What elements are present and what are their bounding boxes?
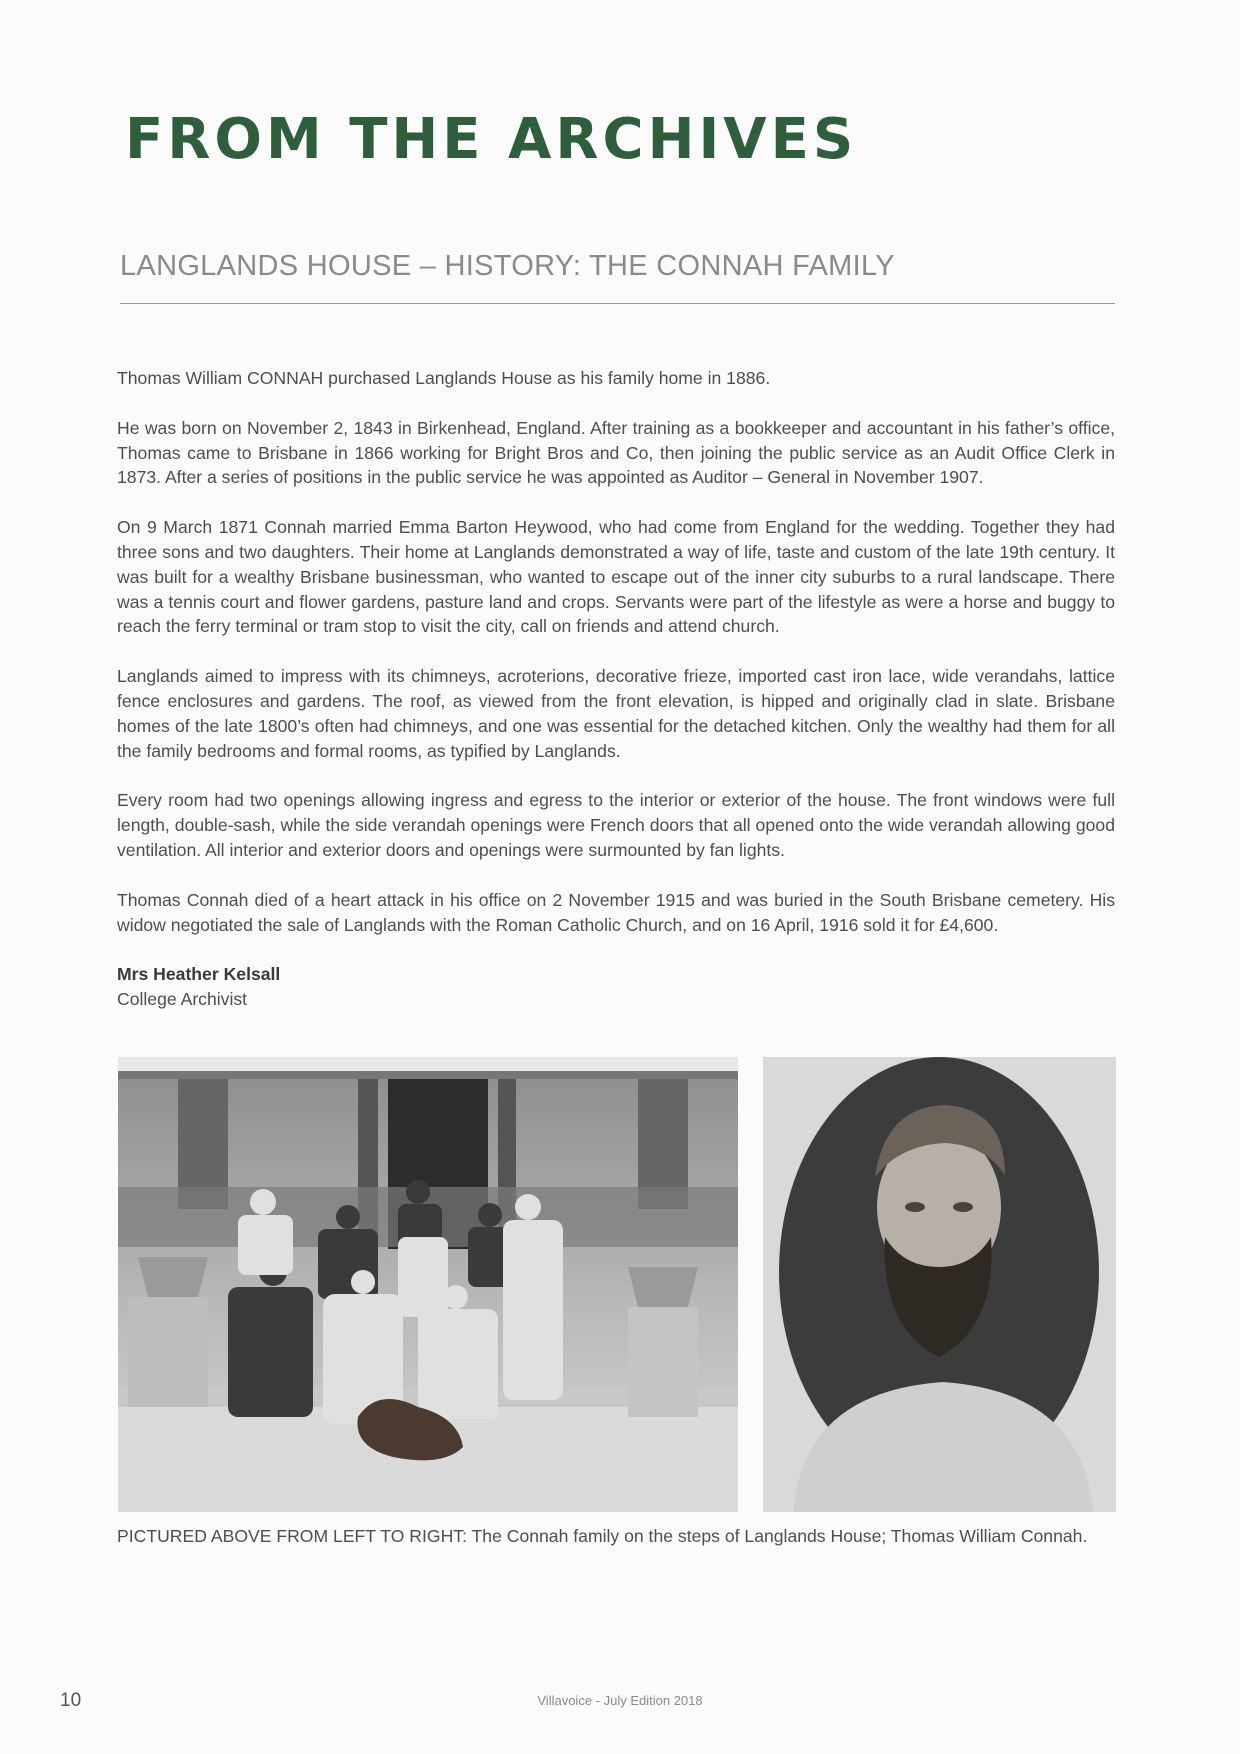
article-body [117, 366, 1115, 1012]
paragraph-birth: He was born on November 2, 1843 in Birkenhead, England. After training as a bookkeeper and accountant in his father’s office, Thomas came to Brisbane in 1866 working for Bright Bros and Co, then joining the public service as an Audit Office Clerk in 1873. After a series of positions in the public service he was appointed as Auditor – General in November 1907. [117, 417, 1115, 488]
photo-row [118, 1057, 1116, 1512]
signature-block [117, 962, 1115, 1012]
paragraph-marriage: On 9 March 1871 Connah married Emma Barton Heywood, who had come from England for the wedding. Together they had three sons and two daughters. Their home at Langlands demonstrated a way of life, taste and custom of the late 19th century. It was built for a wealthy Brisbane businessman, who wanted to escape out of the inner city suburbs to a rural landscape. There was a tennis court and flower gardens, pasture land and crops. Servants were part of the lifestyle as were a horse and buggy to reach the ferry terminal or tram stop to visit the city, call on friends and attend church. [117, 517, 1115, 637]
section-divider [120, 303, 1115, 304]
paragraph-intro: Thomas William CONNAH purchased Langlands House as his family home in 1886. [117, 368, 771, 388]
publication-footer: Villavoice - July Edition 2018 [537, 1693, 703, 1708]
family-photo [118, 1057, 738, 1512]
portrait-photo [763, 1057, 1116, 1512]
photo-caption: PICTURED ABOVE FROM LEFT TO RIGHT: The Connah family on the steps of Langlands House; Thomas William Connah. [117, 1526, 1088, 1546]
section-heading: LANGLANDS HOUSE – HISTORY: THE CONNAH FAMILY [120, 250, 895, 282]
paragraph-rooms: Every room had two openings allowing ingress and egress to the interior or exterior of the house. The front windows were full length, double-sash, while the side verandah openings were French doors that all opened onto the wide verandah allowing good ventilation. All interior and exterior doors and openings were surmounted by fan lights. [117, 790, 1115, 860]
page-number: 10 [60, 1690, 82, 1711]
author-role: College Archivist [117, 989, 248, 1010]
page-title: FROM THE ARCHIVES [125, 107, 858, 172]
paragraph-death: Thomas Connah died of a heart attack in his office on 2 November 1915 and was buried in the South Brisbane cemetery. His widow negotiated the sale of Langlands with the Roman Catholic Church, and on 16 April, 1916 sold it for £4,600. [117, 889, 1115, 935]
paragraph-architecture: Langlands aimed to impress with its chimneys, acroterions, decorative frieze, imported cast iron lace, wide verandahs, lattice fence enclosures and gardens. The roof, as viewed from the front elevation, is hipped and originally clad in slate. Brisbane homes of the late 1800’s often had chimneys, and one was essential for the detached kitchen. Only the wealthy had them for all the family bedrooms and formal rooms, as typified by Langlands. [117, 666, 1115, 761]
author-name: Mrs Heather Kelsall [117, 964, 281, 985]
